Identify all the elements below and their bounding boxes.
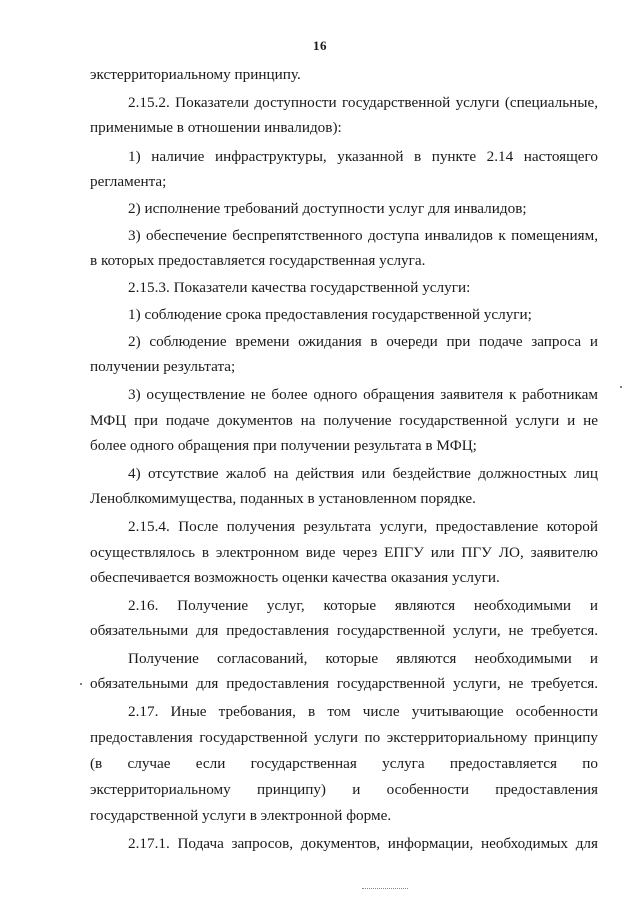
text-line: 2.17. Иные требования, в том числе учитывающие особенности xyxy=(128,703,598,720)
text-line: МФЦ при подаче документов на получение государственной услуги и не xyxy=(90,412,598,429)
text-line: 3) осуществление не более одного обращения заявителя к работникам xyxy=(128,386,598,403)
text-line: обеспечивается возможность оценки качества оказания услуги. xyxy=(90,569,500,586)
text-line: экстерриториальному принципу. xyxy=(90,66,301,83)
text-line: 2.15.4. После получения результата услуги, предоставление которой xyxy=(128,518,598,535)
text-line: 1) наличие инфраструктуры, указанной в пункте 2.14 настоящего xyxy=(128,148,598,165)
text-line: регламента; xyxy=(90,173,167,190)
text-line: экстерриториальному принципу) и особенности предоставления xyxy=(90,781,598,798)
scan-speck xyxy=(620,386,622,388)
text-line: обязательными для предоставления государственной услуги, не требуется. xyxy=(90,622,598,639)
text-line: Получение согласований, которые являются необходимыми и xyxy=(128,650,598,667)
text-line: применимые в отношении инвалидов): xyxy=(90,119,342,136)
text-line: государственной услуги в электронной форме. xyxy=(90,807,392,824)
scan-dash xyxy=(362,888,408,889)
text-line: в которых предоставляется государственная услуга. xyxy=(90,252,426,269)
text-line: 2) соблюдение времени ожидания в очереди при подаче запроса и xyxy=(128,333,598,350)
text-line: (в случае если государственная услуга предоставляется по xyxy=(90,755,598,772)
text-line: предоставления государственной услуги по экстерриториальному принципу xyxy=(90,729,598,746)
text-line: обязательными для предоставления государственной услуги, не требуется. xyxy=(90,675,598,692)
text-line: Леноблкомимущества, поданных в установленном порядке. xyxy=(90,490,476,507)
text-line: осуществлялось в электронном виде через ЕПГУ или ПГУ ЛО, заявителю xyxy=(90,544,598,561)
text-line: 1) соблюдение срока предоставления государственной услуги; xyxy=(128,306,532,323)
text-line: 4) отсутствие жалоб на действия или бездействие должностных лиц xyxy=(128,465,598,482)
text-line: 2) исполнение требований доступности услуг для инвалидов; xyxy=(128,200,527,217)
text-line: 2.17.1. Подача запросов, документов, информации, необходимых для xyxy=(128,835,598,852)
text-line: получении результата; xyxy=(90,358,236,375)
text-line: 2.15.2. Показатели доступности государственной услуги (специальные, xyxy=(128,94,598,111)
text-line: 3) обеспечение беспрепятственного доступа инвалидов к помещениям, xyxy=(128,227,598,244)
scan-speck xyxy=(80,683,82,685)
text-line: 2.16. Получение услуг, которые являются необходимыми и xyxy=(128,597,598,614)
text-line: 2.15.3. Показатели качества государственной услуги: xyxy=(128,279,471,296)
text-line: более одного обращения при получении результата в МФЦ; xyxy=(90,437,477,454)
page-number: 16 xyxy=(313,38,327,53)
